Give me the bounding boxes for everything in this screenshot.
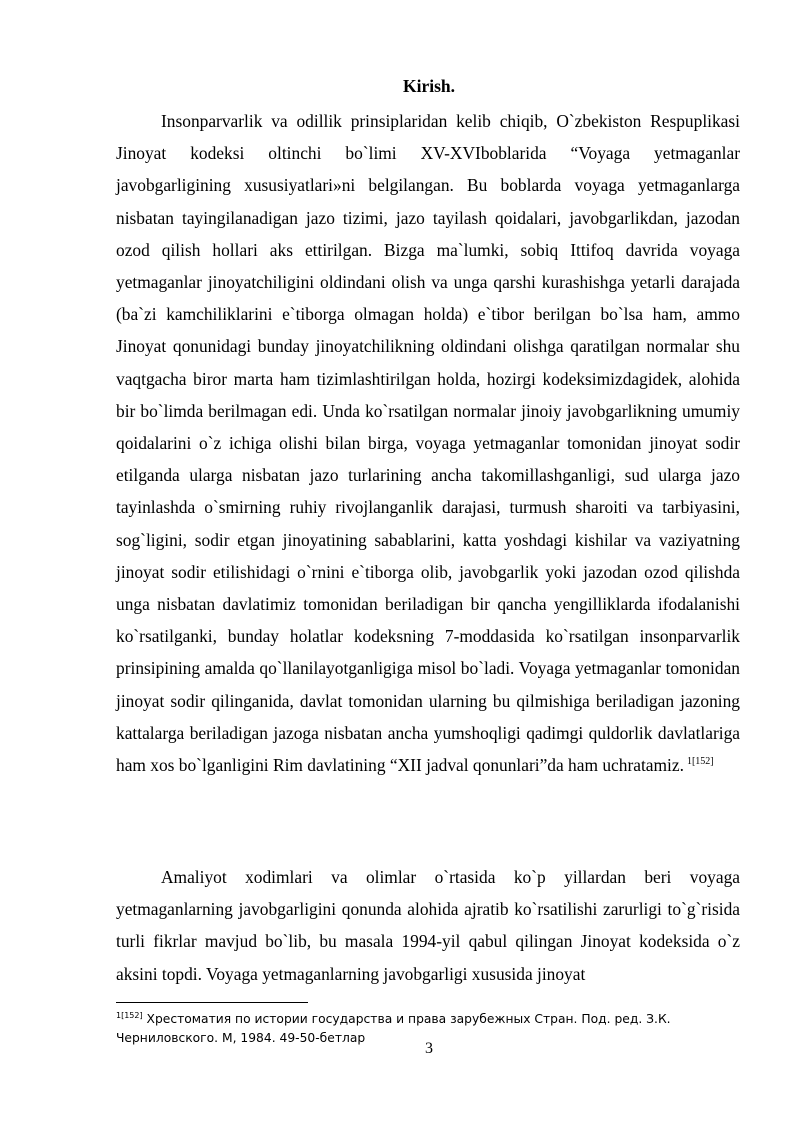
footnote-text: Хрестоматия по истории государства и права зарубежных Стран. Под. ред. З.К. Черниловского. М, 1984. 49-50-бетлар (116, 1012, 671, 1045)
paragraph-2 (116, 861, 740, 990)
section-heading: Kirish. (402, 76, 456, 96)
footnote-mark: 1[152] (116, 1011, 143, 1020)
footnote-separator (116, 1002, 308, 1003)
page-number: 3 (425, 1040, 433, 1057)
paragraph-1 (116, 105, 740, 781)
footnote-reference[interactable]: 1[152] (686, 756, 714, 768)
paragraph-1-text: Insonparvarlik va odillik prinsiplaridan kelib chiqib, O`zbekiston Respuplikasi Jinoyat kodeksi oltinchi bo`limi XV-XVIboblarida “Voyaga yetmaganlar javobgarligining xususiyatlari»ni belgilangan. Bu boblarda voyaga yetmaganlarga nisbatan tayingilanadigan jazo tizimi, jazo tayilash qoidalari, javobgarlikdan, jazodan ozod qilish hollari aks ettirilgan. Bizga ma`lumki, sobiq Ittifoq davrida voyaga yetmaganlar jinoyatchiligini oldindani olish va unga qarshi kurashishga yetarli darajada (ba`zi kamchiliklarini e`tiborga olmagan holda) e`tibor berilgan bo`lsa ham, ammo Jinoyat qonunidagi bunday jinoyatchilikning oldindani olishga qaratilgan normalar shu vaqtgacha biror marta ham tizimlashtirilgan holda, hozirgi kodeksimizdagidek, alohida bir bo`limda berilmagan edi. Unda ko`rsatilgan normalar jinoiy javobgarlikning umumiy qoidalarini o`z ichiga olishi bilan birga, voyaga yetmaganlar tomonidan jinoyat sodir etilganda ularga nisbatan jazo turlarining ancha takomillashganligi, sud ularga jazo tayinlashda o`smirning ruhiy rivojlanganlik darajasi, turmush sharoiti va tarbiyasini, sog`ligini, sodir etgan jinoyatining sabablarini, katta yoshdagi kishilar va vaziyatning jinoyat sodir etilishidagi o`rnini e`tiborga olib, javobgarlik yoki jazodan ozod qilishda unga nisbatan davlatimiz tomonidan beriladigan bir qancha yengilliklarda ifodalanishi ko`rsatilganki, bunday holatlar kodeksning 7-moddasida ko`rsatilgan insonparvarlik prinsipining amalda qo`llanilayotganligiga misol bo`ladi. Voyaga yetmaganlar tomonidan jinoyat sodir qilinganida, davlat tomonidan ularning bu qilmishiga beriladigan jazoning kattalarga beriladigan jazoga nisbatan ancha yumshoqligi qadimgi quldorlik davlatlariga ham xos bo`lganligini Rim davlatining “XII jadval qonunlari”da ham uchratamiz. (116, 111, 740, 776)
paragraph-2-text: Amaliyot xodimlari va olimlar o`rtasida ko`p yillardan beri voyaga yetmaganlarning javobgarligini qonunda alohida ajratib ko`rsatilishi zarurligi to`g`risida turli fikrlar mavjud bo`lib, bu masala 1994-yil qabul qilingan Jinoyat kodeksida o`z aksini topdi. Voyaga yetmaganlarning javobgarligi xususida jinoyat (116, 867, 740, 984)
